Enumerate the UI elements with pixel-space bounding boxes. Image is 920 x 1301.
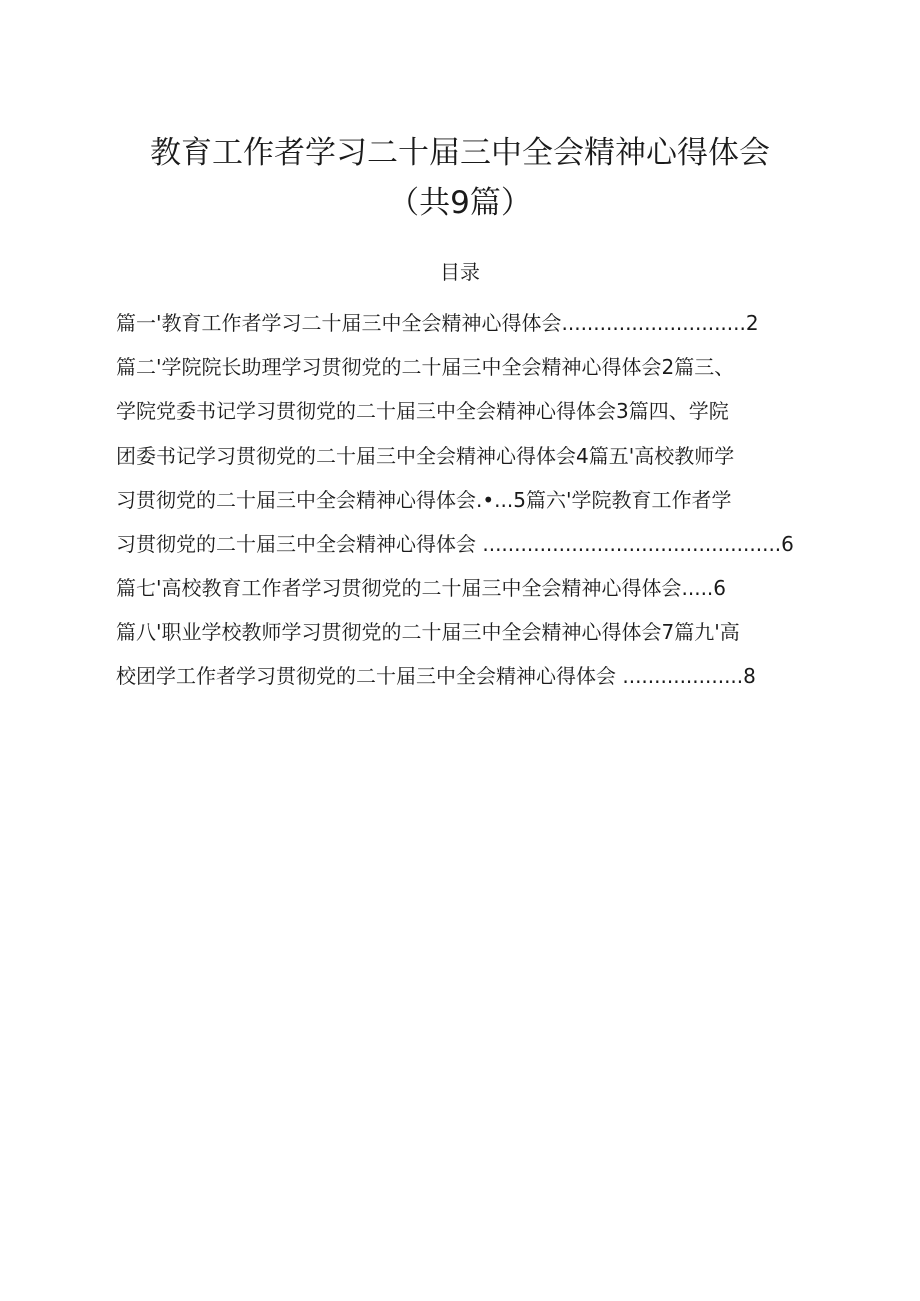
toc-line: 篇八'职业学校教师学习贯彻党的二十届三中全会精神心得体会7篇九'高 xyxy=(116,620,740,644)
toc-line: 习贯彻党的二十届三中全会精神心得体会.•...5篇六'学院教育工作者学 xyxy=(116,488,732,512)
toc-line: 篇七'高校教育工作者学习贯彻党的二十届三中全会精神心得体会.....6 xyxy=(116,576,727,600)
toc-line: 学院党委书记学习贯彻党的二十届三中全会精神心得体会3篇四、学院 xyxy=(116,399,729,423)
toc-line: 习贯彻党的二十届三中全会精神心得体会 ...............................................6 xyxy=(116,532,794,556)
title-line-main: 教育工作者学习二十届三中全会精神心得体会 xyxy=(150,135,770,171)
toc-heading: 目录 xyxy=(440,260,480,284)
toc-line: 校团学工作者学习贯彻党的二十届三中全会精神心得体会 ...................8 xyxy=(116,664,756,688)
toc-line: 团委书记学习贯彻党的二十届三中全会精神心得体会4篇五'高校教师学 xyxy=(116,444,735,468)
title-line-count: （共9篇） xyxy=(388,185,532,221)
toc-line: 篇一'教育工作者学习二十届三中全会精神心得体会.............................2 xyxy=(116,311,759,335)
toc-line: 篇二'学院院长助理学习贯彻党的二十届三中全会精神心得体会2篇三、 xyxy=(116,355,735,379)
document-title xyxy=(0,128,920,228)
